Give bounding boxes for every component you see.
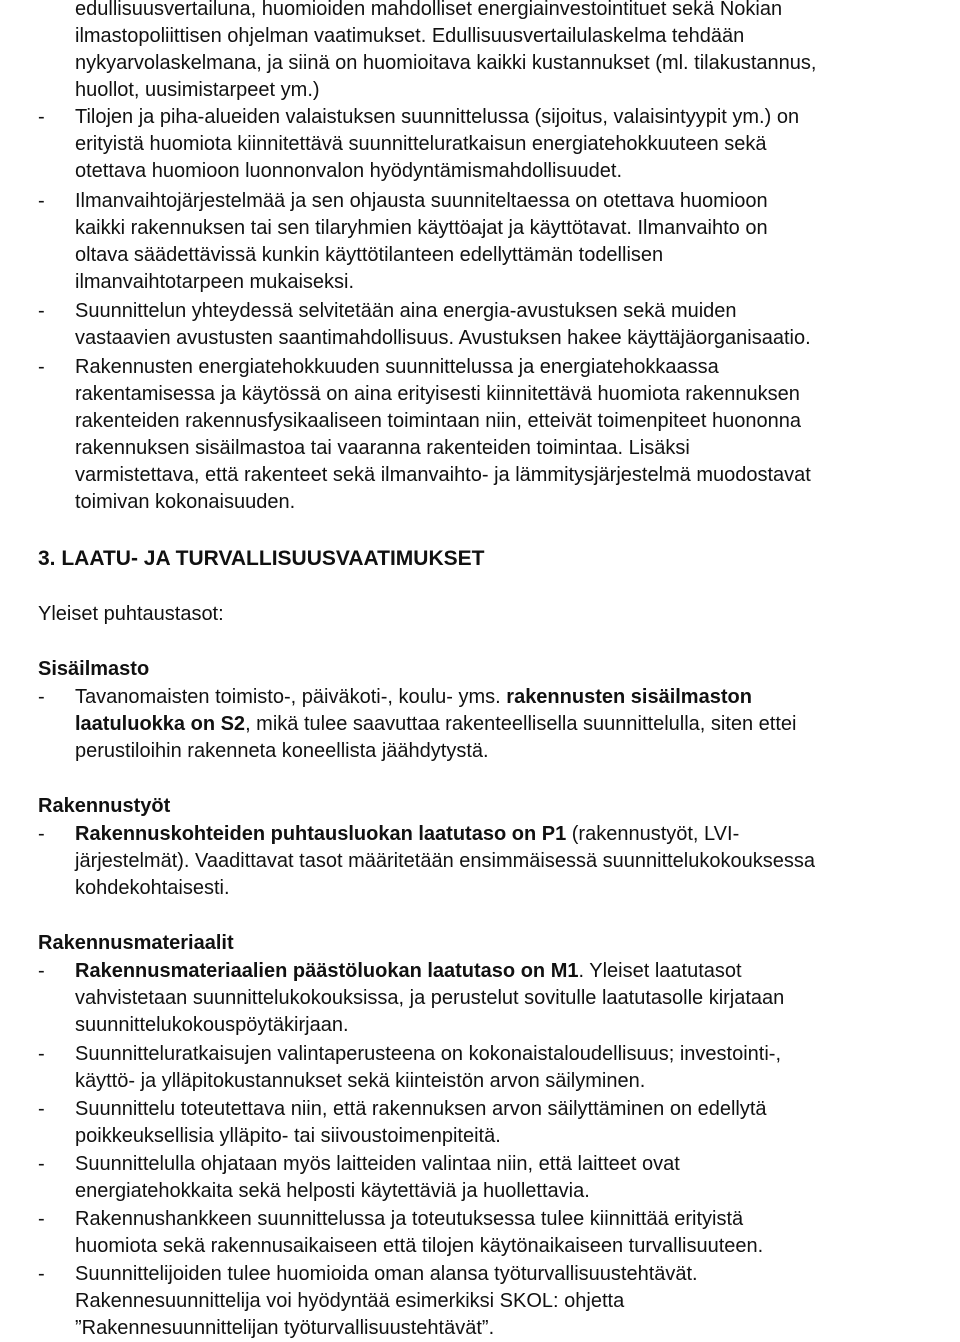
bullet-line: Tilojen ja piha-alueiden valaistuksen suunnittelussa (sijoitus, valaisintyypit ym.) on [75,106,800,128]
bullet-line: rakenteiden rakennusfysikaaliseen toimintaan niin, etteivät toimenpiteet huononna [75,410,802,432]
bullet-line: Suunnitteluratkaisujen valintaperusteena on kokonaistaloudellisuus; investointi-, [75,1043,781,1065]
bullet-line: ilmanvaihtotarpeen mukaiseksi. [75,271,355,293]
bullet-dash: - [38,356,45,378]
bullet-dash: - [38,686,45,708]
bullet-line: vastaavien avustusten saantimahdollisuus. Avustuksen hakee käyttäjäorganisaatio. [75,327,811,349]
list-item-device-selection [38,1151,960,1205]
bullet-line: kohdekohtaisesti. [75,877,230,899]
bullet-line: huomiota sekä rakennusaikaiseen että tilojen käytönaikaiseen turvallisuuteen. [75,1235,764,1257]
list-item-cost-efficiency [38,1041,960,1095]
list-item-value-preservation [38,1096,960,1150]
bullet-dash: - [38,1153,45,1175]
bullet-line: Suunnittelulla ohjataan myös laitteiden valintaa niin, että laitteet ovat [75,1153,680,1175]
bullet-dash: - [38,1098,45,1120]
bullet-line: poikkeuksellisia ylläpito- tai siivoustoimenpiteitä. [75,1125,501,1147]
bullet-dash: - [38,1208,45,1230]
general-levels-label: Yleiset puhtaustasot: [38,603,224,625]
continuation-line-2: ilmastopoliittisen ohjelman vaatimukset. Edullisuusvertailulaskelma tehdään [75,25,745,47]
bullet-line: Rakennesuunnittelija voi hyödyntää esimerkiksi SKOL: ohjetta [75,1290,625,1312]
bullet-line: oltava säädettävissä kunkin käyttötilanteen edellyttämän todellisen [75,244,664,266]
bullet-text: Tavanomaisten toimisto-, päiväkoti-, koulu- yms. [75,686,507,708]
bullet-dash: - [38,1043,45,1065]
subheading-building-materials: Rakennusmateriaalit [38,932,234,954]
bullet-dash: - [38,1263,45,1285]
bullet-line: käyttö- ja ylläpitokustannukset sekä kiinteistön arvon säilyminen. [75,1070,646,1092]
list-item-indoor-climate [38,684,960,765]
list-item-safety [38,1206,960,1260]
subheading-indoor-climate: Sisäilmasto [38,658,150,680]
bullet-dash: - [38,106,45,128]
bullet-line: Suunnittelu toteutettava niin, että rakennuksen arvon säilyttäminen on edellytä [75,1098,767,1120]
continuation-line-3: nykyarvolaskelmana, ja siinä on huomioitava kaikki kustannukset (ml. tilakustannus, [75,52,817,74]
bullet-line: varmistettava, että rakenteet sekä ilmanvaihto- ja lämmitysjärjestelmä muodostavat [75,464,811,486]
bullet-bold-text: rakennusten sisäilmaston [506,686,752,708]
bullet-text: , mikä tulee saavuttaa rakenteellisella suunnittelulla, siten ettei [245,713,797,735]
bullet-line: suunnittelukokouspöytäkirjaan. [75,1014,349,1036]
bullet-bold-text: Rakennusmateriaalien päästöluokan laatutaso on M1 [75,960,579,982]
bullet-text: (rakennustyöt, LVI- [566,823,740,845]
bullet-line: Rakennusten energiatehokkuuden suunnittelussa ja energiatehokkaassa [75,356,719,378]
bullet-text: . Yleiset laatutasot [578,960,742,982]
bullet-bold-text: Rakennuskohteiden puhtausluokan laatutaso on P1 [75,823,567,845]
bullet-line: Suunnittelijoiden tulee huomioida oman alansa työturvallisuustehtävät. [75,1263,698,1285]
bullet-line: perustiloihin rakenneta koneellista jäähdytystä. [75,740,489,762]
list-item-construction-work [38,821,960,902]
section-heading: 3. LAATU- JA TURVALLISUUSVAATIMUKSET [38,547,485,570]
bullet-line: Suunnittelun yhteydessä selvitetään aina energia-avustuksen sekä muiden [75,300,737,322]
list-item-occupational-safety [38,1261,960,1342]
list-item-emission-class [38,958,960,1039]
bullet-line: toimivan kokonaisuuden. [75,491,296,513]
bullet-line: ”Rakennesuunnittelijan työturvallisuustehtävät”. [75,1317,495,1339]
continuation-line-1: edullisuusvertailuna, huomioiden mahdolliset energiainvestointituet sekä Nokian [75,0,783,20]
bullet-line: otettava huomioon luonnonvalon hyödyntämismahdollisuudet. [75,160,623,182]
subheading-construction-work: Rakennustyöt [38,795,171,817]
bullet-dash: - [38,300,45,322]
continuation-line-4: huollot, uusimistarpeet ym.) [75,79,320,101]
bullet-dash: - [38,960,45,982]
bullet-line: erityistä huomiota kiinnitettävä suunnitteluratkaisun energiatehokkuuteen sekä [75,133,767,155]
bullet-line: vahvistetaan suunnittelukokouksissa, ja perustelut sovitulle laatutasolle kirjataan [75,987,785,1009]
bullet-dash: - [38,823,45,845]
list-item-lighting [38,104,960,185]
bullet-line: energiatehokkaita sekä helposti käytettäviä ja huollettavia. [75,1180,590,1202]
bullet-bold-text: laatuluokka on S2 [75,713,246,735]
bullet-line: Rakennushankkeen suunnittelussa ja toteutuksessa tulee kiinnittää erityistä [75,1208,744,1230]
bullet-line: kaikki rakennuksen tai sen tilaryhmien käyttöajat ja käyttötavat. Ilmanvaihto on [75,217,768,239]
bullet-line: Ilmanvaihtojärjestelmää ja sen ohjausta suunniteltaessa on otettava huomioon [75,190,768,212]
list-item-energy-efficiency [38,354,960,516]
bullet-line: rakennuksen sisäilmastoa tai vaaranna rakenteiden toimintaa. Lisäksi [75,437,690,459]
list-item-ventilation [38,188,960,296]
bullet-dash: - [38,190,45,212]
bullet-line: järjestelmät). Vaadittavat tasot määritetään ensimmäisessä suunnittelukokouksessa [75,850,815,872]
bullet-line: rakentamisessa ja käytössä on aina erityisesti kiinnitettävä huomiota rakennuksen [75,383,800,405]
list-item-subsidies [38,298,960,352]
